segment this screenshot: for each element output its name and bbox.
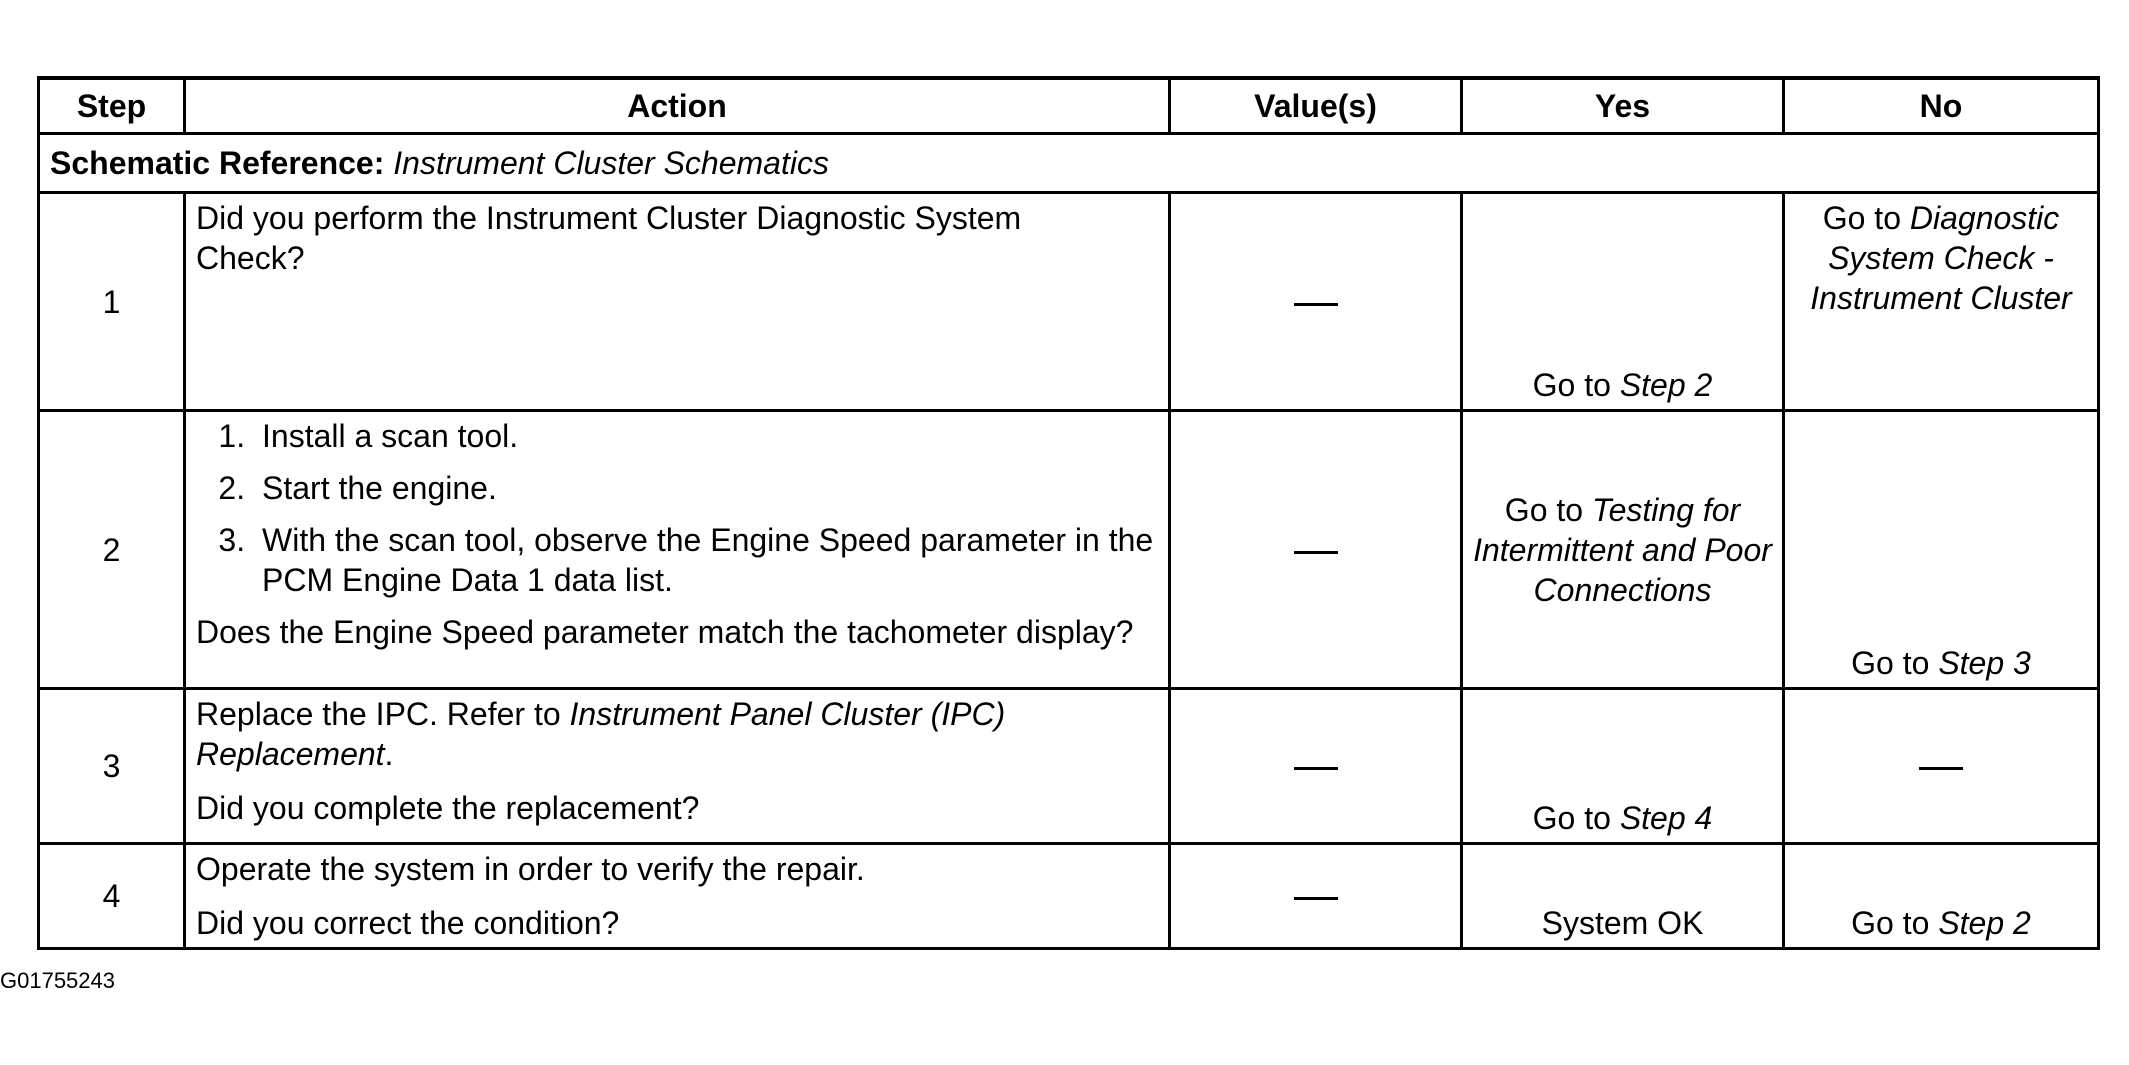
action-cell (185, 689, 1170, 844)
table-row-step-3 (39, 689, 2099, 844)
yes-link[interactable]: Testing for Intermittent and Poor Connections (1473, 491, 1772, 608)
yes-prefix: Go to (1532, 800, 1611, 836)
no-prefix: Go to (1851, 645, 1930, 681)
no-cell (1784, 689, 2099, 844)
no-cell (1784, 411, 2099, 689)
header-step: Step (39, 78, 185, 134)
no-link[interactable]: Diagnostic System Check - Instrument Cluster (1810, 200, 2072, 316)
action-question: Did you complete the replacement? (196, 790, 700, 826)
no-link[interactable]: Step 3 (1938, 645, 2031, 681)
action-prefix: Replace the IPC. Refer to (196, 696, 561, 732)
action-cell (185, 411, 1170, 689)
yes-cell (1462, 193, 1784, 411)
table-row-step-1 (39, 193, 2099, 411)
schematic-reference-label: Schematic Reference: (50, 145, 385, 181)
action-step-item: 3. With the scan tool, observe the Engine Speed parameter in the PCM Engine Data 1 data list. (254, 520, 1158, 600)
value-cell (1170, 689, 1462, 844)
no-prefix: Go to (1822, 200, 1901, 236)
step-number: 3 (39, 689, 185, 844)
step-number: 1 (39, 193, 185, 411)
yes-cell (1462, 689, 1784, 844)
action-text: Did you perform the Instrument Cluster Diagnostic System Check? (196, 200, 1022, 276)
value-cell (1170, 411, 1462, 689)
no-link[interactable]: Step 2 (1938, 905, 2031, 941)
header-action: Action (185, 78, 1170, 134)
action-question: Did you correct the condition? (196, 905, 620, 941)
action-link[interactable]: Instrument Panel Cluster (IPC) Replacement (196, 696, 1006, 772)
table-row-step-2 (39, 411, 2099, 689)
diagnostic-table (37, 76, 2100, 950)
dash-icon (1294, 897, 1338, 900)
figure-caption: G01755243 (0, 968, 115, 993)
no-cell (1784, 193, 2099, 411)
schematic-reference-row (39, 134, 2099, 193)
yes-prefix: Go to (1532, 367, 1611, 403)
action-question: Does the Engine Speed parameter match the tachometer display? (196, 614, 1134, 650)
schematic-reference-link[interactable]: Instrument Cluster Schematics (393, 145, 829, 181)
action-step-item: 1. Install a scan tool. (254, 416, 1158, 456)
header-no: No (1784, 78, 2099, 134)
schematic-reference-cell (39, 134, 2099, 193)
no-prefix: Go to (1851, 905, 1930, 941)
yes-link[interactable]: Step 2 (1619, 367, 1713, 403)
action-steps-list (196, 416, 1158, 600)
yes-prefix: Go to (1504, 491, 1584, 528)
no-cell (1784, 844, 2099, 949)
step-number: 4 (39, 844, 185, 949)
yes-link[interactable]: Step 4 (1619, 800, 1713, 836)
dash-icon (1294, 551, 1338, 554)
action-step-item: 2. Start the engine. (254, 468, 1158, 508)
header-values: Value(s) (1170, 78, 1462, 134)
action-cell (185, 844, 1170, 949)
header-row (39, 78, 2099, 134)
yes-cell (1462, 411, 1784, 689)
step-number: 2 (39, 411, 185, 689)
action-text: Operate the system in order to verify the repair. (196, 851, 865, 887)
table-row-step-4 (39, 844, 2099, 949)
action-suffix: . (384, 736, 394, 772)
action-text (196, 694, 1158, 774)
dash-icon (1919, 767, 1963, 770)
dash-icon (1294, 303, 1338, 306)
value-cell (1170, 193, 1462, 411)
yes-cell: System OK (1462, 844, 1784, 949)
dash-icon (1294, 767, 1338, 770)
action-cell (185, 193, 1170, 411)
value-cell (1170, 844, 1462, 949)
header-yes: Yes (1462, 78, 1784, 134)
